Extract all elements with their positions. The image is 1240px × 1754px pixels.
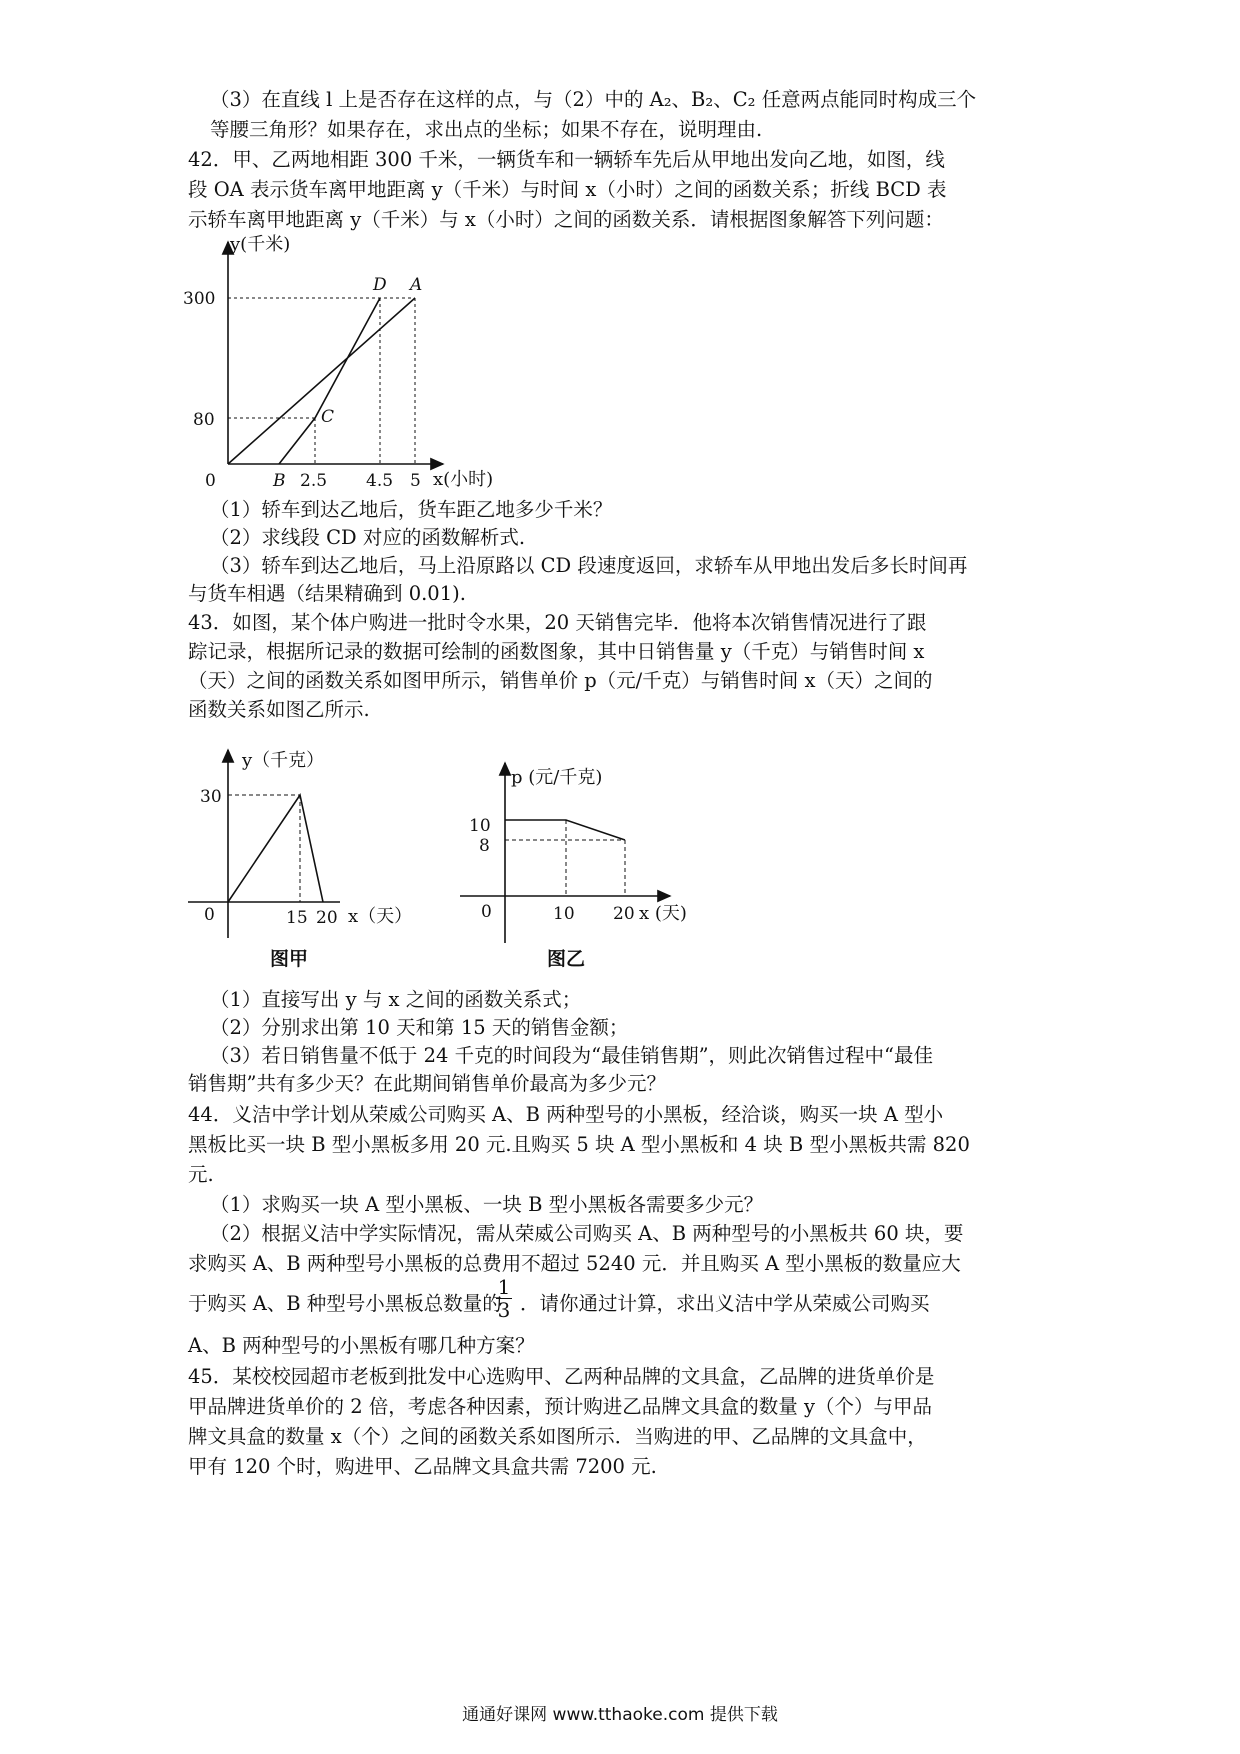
tick-2-5: 2.5: [300, 471, 328, 491]
tick-5: 5: [410, 471, 421, 491]
caption-jia: 图甲: [270, 948, 309, 970]
tick-30: 30: [200, 787, 222, 807]
q41-part3-line2: 等腰三角形？如果存在，求出点的坐标；如果不存在，说明理由.: [210, 118, 763, 141]
y-axis-label: y(千米): [230, 234, 291, 255]
origin-label: 0: [205, 471, 216, 491]
q43-graph-jia: [180, 740, 425, 975]
point-a-label: A: [410, 275, 423, 295]
segment-oa: [228, 298, 415, 464]
q44-sub2-line1: （2）根据义洁中学实际情况，需从荣威公司购买 A、B 两种型号的小黑板共 60 块，要: [210, 1222, 964, 1245]
caption-yi: 图乙: [547, 948, 586, 970]
tick-80: 80: [193, 410, 215, 430]
tick-300: 300: [183, 289, 216, 309]
origin-label: 0: [204, 905, 215, 925]
fraction-denominator: 3: [497, 1298, 511, 1322]
tick-20: 20: [316, 908, 338, 928]
q42-stem-line2: 段 OA 表示货车离甲地距离 y（千米）与时间 x（小时）之间的函数关系；折线 BCD 表: [188, 178, 947, 201]
tick-8: 8: [479, 836, 490, 856]
q44-stem-line2: 黑板比买一块 B 型小黑板多用 20 元.且购买 5 块 A 型小黑板和 4 块 B 型小黑板共需 820: [188, 1133, 970, 1156]
tick-10: 10: [469, 816, 491, 836]
q43-stem-line2: 踪记录，根据所记录的数据可绘制的函数图象，其中日销售量 y（千克）与销售时间 x: [188, 640, 925, 663]
q43-stem-line1: 43．如图，某个体户购进一批时令水果，20 天销售完毕．他将本次销售情况进行了跟: [188, 611, 927, 634]
point-c-label: C: [321, 407, 335, 427]
q42-sub1: （1）轿车到达乙地后，货车距乙地多少千米？: [210, 498, 613, 521]
q42-stem-line3: 示轿车离甲地距离 y（千米）与 x（小时）之间的函数关系．请根据图象解答下列问题：: [188, 208, 944, 231]
q45-stem-line1: 45．某校校园超市老板到批发中心选购甲、乙两种品牌的文具盒，乙品牌的进货单价是: [188, 1365, 935, 1388]
tick-10-x: 10: [553, 904, 575, 924]
q43-sub2: （2）分别求出第 10 天和第 15 天的销售金额；: [210, 1016, 629, 1039]
q44-sub2-line4: A、B 两种型号的小黑板有哪几种方案？: [188, 1334, 535, 1357]
tick-15: 15: [286, 908, 308, 928]
q45-stem-line4: 甲有 120 个时，购进甲、乙品牌文具盒共需 7200 元.: [188, 1455, 657, 1478]
q44-sub2-line3-pre: 于购买 A、B 种型号小黑板总数量的: [188, 1292, 502, 1315]
tick-20-x: 20: [613, 904, 635, 924]
q43-stem-line3: （天）之间的函数关系如图甲所示，销售单价 p（元/千克）与销售时间 x（天）之间的: [188, 669, 933, 692]
q45-stem-line2: 甲品牌进货单价的 2 倍，考虑各种因素，预计购进乙品牌文具盒的数量 y（个）与甲品: [188, 1395, 933, 1418]
q43-sub3-line2: 销售期”共有多少天？在此期间销售单价最高为多少元？: [188, 1072, 666, 1095]
polyline-bcd: [279, 298, 380, 464]
q44-stem-line1: 44．义洁中学计划从荣威公司购买 A、B 两种型号的小黑板，经洽谈，购买一块 A 型小: [188, 1103, 944, 1126]
point-d-label: D: [373, 275, 387, 295]
x-axis-label: x（天）: [348, 906, 413, 927]
x-axis-label: x (天): [639, 903, 687, 924]
q43-graph-yi: [455, 755, 735, 975]
q43-sub1: （1）直接写出 y 与 x 之间的函数关系式；: [210, 988, 582, 1011]
tick-4-5: 4.5: [366, 471, 394, 491]
fraction-numerator: 1: [497, 1275, 511, 1299]
q42-sub3-line1: （3）轿车到达乙地后，马上沿原路以 CD 段速度返回，求轿车从甲地出发后多长时间再: [210, 554, 968, 577]
point-b-label: B: [273, 471, 286, 491]
q44-sub2-line2: 求购买 A、B 两种型号小黑板的总费用不超过 5240 元．并且购买 A 型小黑板的数量应大: [188, 1252, 961, 1275]
y-axis-label: y（千克）: [242, 750, 325, 771]
page-footer: 通通好课网 www.tthaoke.com 提供下载: [462, 1705, 778, 1725]
origin-label: 0: [481, 902, 492, 922]
q43-sub3-line1: （3）若日销售量不低于 24 千克的时间段为“最佳销售期”，则此次销售过程中“最佳: [210, 1044, 934, 1067]
q44-stem-line3: 元.: [188, 1163, 214, 1186]
q42-sub3-line2: 与货车相遇（结果精确到 0.01).: [188, 582, 466, 605]
x-axis-label: x(小时): [433, 469, 494, 490]
q41-part3-line1: （3）在直线 l 上是否存在这样的点，与（2）中的 A₂、B₂、C₂ 任意两点能同时构成三个: [210, 88, 977, 111]
sales-volume-line: [228, 795, 323, 902]
q44-sub2-line3-post: ．请你通过计算，求出义洁中学从荣威公司购买: [520, 1292, 930, 1315]
unit-price-line: [505, 820, 625, 840]
q42-stem-line1: 42．甲、乙两地相距 300 千米，一辆货车和一辆轿车先后从甲地出发向乙地，如图，线: [188, 148, 945, 171]
fraction-one-third: [496, 1276, 512, 1321]
y-axis-label: p (元/千克): [511, 767, 603, 788]
q44-sub1: （1）求购买一块 A 型小黑板、一块 B 型小黑板各需要多少元？: [210, 1193, 764, 1216]
q42-graph: [175, 230, 515, 495]
q42-sub2: （2）求线段 CD 对应的函数解析式.: [210, 526, 526, 549]
q43-stem-line4: 函数关系如图乙所示.: [188, 698, 370, 721]
q45-stem-line3: 牌文具盒的数量 x（个）之间的函数关系如图所示．当购进的甲、乙品牌的文具盒中，: [188, 1425, 927, 1448]
